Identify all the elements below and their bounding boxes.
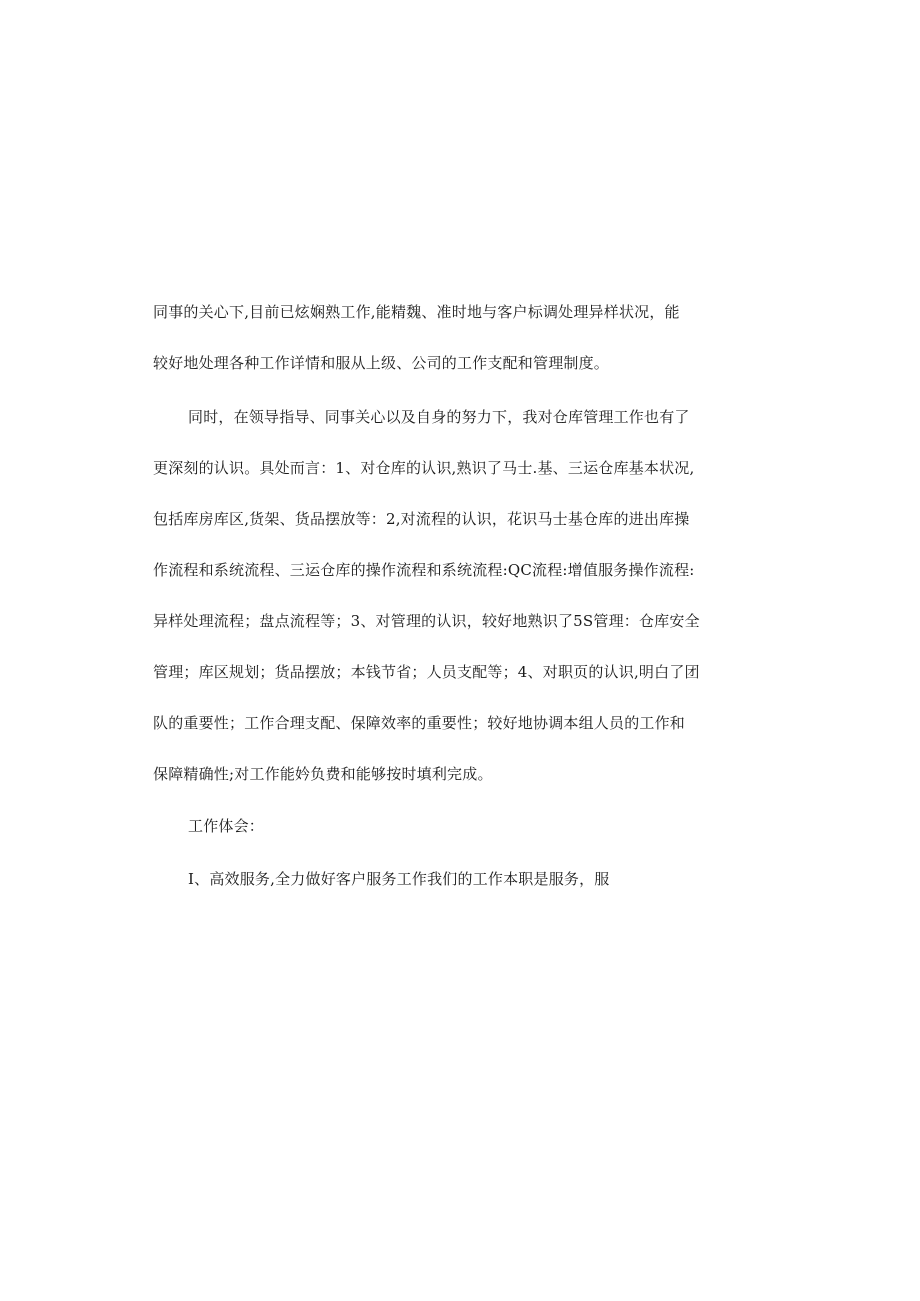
text-line: 异样处理流程；盘点流程等；3、对管理的认识，较好地熟识了5S管理：仓库安全 xyxy=(153,612,700,630)
text-line: I、高效服务,全力做好客户服务工作我们的工作本职是服务，服 xyxy=(188,870,610,888)
section-heading: 工作体会： xyxy=(188,817,265,835)
text-line: 较好地处理各种工作详情和服从上级、公司的工作支配和管理制度。 xyxy=(153,354,610,372)
text-line: 管理；库区规划；货品摆放；本钱节省；人员支配等；4、对职页的认识,明白了团 xyxy=(153,663,700,681)
text-line: 队的重要性；工作合理支配、保障效率的重要性；较好地协调本组人员的工作和 xyxy=(153,714,686,732)
text-line: 同时，在领导指导、同事关心以及自身的努力下，我对仓库管理工作也有了 xyxy=(188,408,690,426)
text-line: 作流程和系统流程、三运仓库的操作流程和系统流程:QC流程:增值服务操作流程: xyxy=(153,561,695,579)
text-line: 保障精确性;对工作能妗负费和能够按时填利完成。 xyxy=(153,765,493,783)
text-line: 同事的关心下,目前已炫娴熟工作,能精魏、准时地与客户标调处理异样状况，能 xyxy=(153,303,680,321)
text-line: 包括库房库区,货架、货品摆放等：2,对流程的认识，花识马士基仓库的进出库操 xyxy=(153,510,690,528)
text-line: 更深刻的认识。具处而言：1、对仓库的认识,熟识了马士.基、三运仓库基本状况, xyxy=(153,459,695,477)
